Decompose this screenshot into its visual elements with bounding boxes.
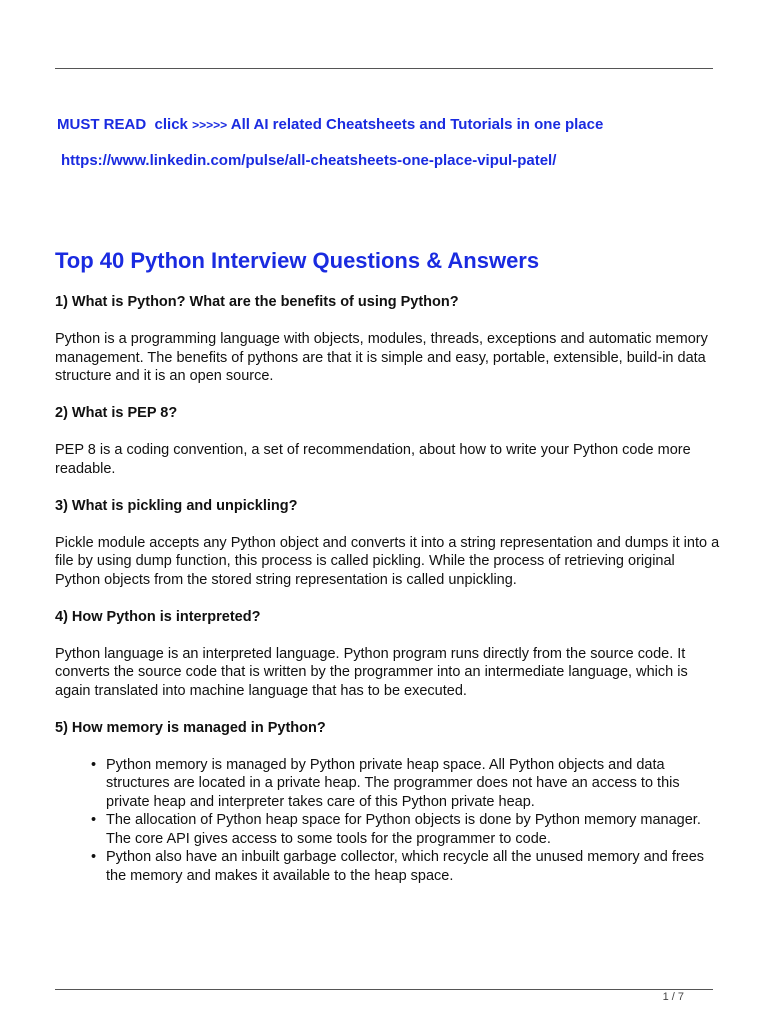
promo-link[interactable]: https://www.linkedin.com/pulse/all-cheatsheets-one-place-vipul-patel/ [61,152,557,169]
list-item: • Python also have an inbuilt garbage collector, which recycle all the unused memory and frees the memory and makes it available to the heap space. [55,848,720,885]
question-heading: 2) What is PEP 8? [55,405,178,421]
question-heading: 5) How memory is managed in Python? [55,719,326,736]
answer-paragraph: Python language is an interpreted language. Python program runs directly from the source code. It converts the source code that is written by the programmer into an intermediate language, which is again translated into machine language that has to be executed. [55,645,688,699]
page-number: 1 / 7 [662,991,684,1003]
promo-text: All AI related Cheatsheets and Tutorials in one place [230,116,604,133]
promo-line[interactable] [57,116,603,133]
arrows-label: >>>>> [192,118,228,132]
must-read-label: MUST READ [57,116,147,133]
document-body [55,293,720,885]
answer-paragraph: Python is a programming language with objects, modules, threads, exceptions and automatic memory management. The benefits of pythons are that it is simple and easy, portable, extensible, build-in data structure and it is an open source. [55,331,708,384]
list-item: • The allocation of Python heap space for Python objects is done by Python memory manager. The core API gives access to some tools for the programmer to code. [55,811,720,848]
click-label: click [154,116,188,133]
question-heading: 4) How Python is interpreted? [55,608,261,625]
question-heading: 3) What is pickling and unpickling? [55,497,298,514]
bullet-list [55,756,720,886]
answer-paragraph: Pickle module accepts any Python object and converts it into a string representation and dumps it into a file by using dump function, this process is called pickling. While the process of retrieving original Python objects from the stored string representation is called unpickling. [55,534,720,588]
page-title: Top 40 Python Interview Questions & Answers [55,248,540,273]
footer-rule [55,989,713,990]
answer-paragraph: PEP 8 is a coding convention, a set of recommendation, about how to write your Python code more readable. [55,442,691,477]
header-rule [55,68,713,69]
list-item: • Python memory is managed by Python private heap space. All Python objects and data structures are located in a private heap. The programmer does not have an access to this private heap and interpreter takes care of this Python private heap. [55,756,720,812]
question-heading: 1) What is Python? What are the benefits of using Python? [55,294,459,310]
